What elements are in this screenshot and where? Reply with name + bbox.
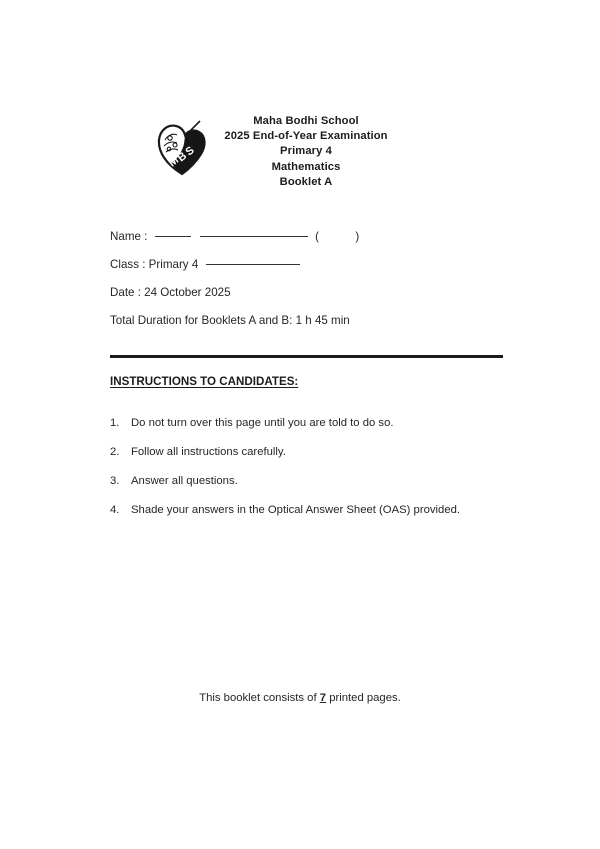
list-item — [110, 504, 530, 533]
header-line-level: Primary 4 — [280, 145, 332, 158]
mbs-bodhi-leaf-logo-icon — [156, 118, 208, 182]
date-value: 24 October 2025 — [144, 286, 231, 299]
class-field-row — [110, 258, 530, 286]
list-item — [110, 446, 530, 475]
index-close-paren: ) — [355, 230, 360, 243]
header-line-booklet: Booklet A — [279, 175, 333, 188]
instruction-text: Follow all instructions carefully. — [131, 446, 286, 458]
list-item — [110, 417, 530, 446]
name-input-first[interactable] — [155, 236, 191, 237]
page-header — [0, 114, 600, 194]
school-header-text — [206, 114, 406, 190]
instruction-number: 4. — [110, 504, 120, 516]
instructions-heading: INSTRUCTIONS TO CANDIDATES: — [110, 375, 299, 388]
class-input[interactable] — [206, 264, 300, 265]
name-label: Name : — [110, 230, 148, 243]
duration-row — [110, 314, 530, 342]
footer-suffix: printed pages. — [329, 692, 401, 704]
name-field-row — [110, 230, 530, 258]
instruction-number: 3. — [110, 475, 120, 487]
instruction-number: 2. — [110, 446, 120, 458]
header-line-exam: 2025 End-of-Year Examination — [224, 130, 388, 143]
candidate-details-block — [110, 230, 530, 342]
date-label: Date : — [110, 286, 141, 299]
svg-text:M: M — [166, 154, 182, 170]
footer-prefix: This booklet consists of — [199, 692, 317, 704]
svg-text:S: S — [183, 144, 197, 159]
list-item — [110, 475, 530, 504]
class-label: Class : — [110, 258, 146, 271]
header-line-subject: Mathematics — [271, 160, 341, 173]
index-open-paren: ( — [315, 230, 319, 243]
footer-page-count: 7 — [319, 692, 327, 704]
header-line-school: Maha Bodhi School — [253, 115, 359, 127]
svg-text:B: B — [175, 150, 190, 165]
class-prefix: Primary 4 — [148, 258, 199, 271]
section-divider — [110, 355, 503, 358]
page-count-note — [0, 692, 600, 704]
date-field-row — [110, 286, 530, 314]
instruction-text: Answer all questions. — [131, 475, 238, 487]
instructions-list — [110, 417, 530, 533]
duration-text: Total Duration for Booklets A and B: 1 h 45 min — [110, 314, 350, 327]
instruction-text: Shade your answers in the Optical Answer Sheet (OAS) provided. — [131, 504, 461, 516]
instruction-number: 1. — [110, 417, 120, 429]
instruction-text: Do not turn over this page until you are told to do so. — [131, 417, 394, 429]
name-input-second[interactable] — [200, 236, 308, 237]
